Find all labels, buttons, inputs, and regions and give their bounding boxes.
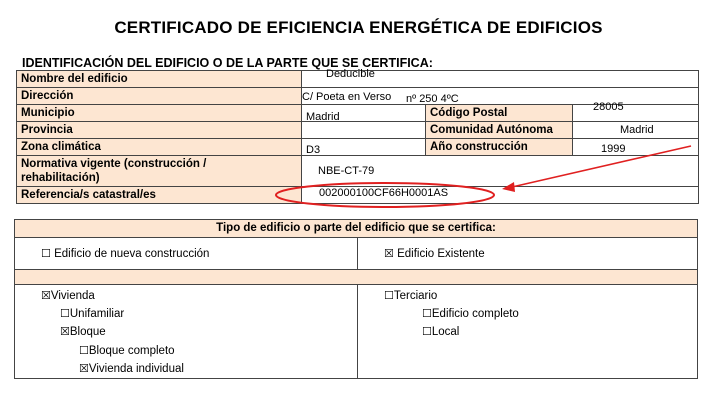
direccion-number: nº 250 4ºC xyxy=(406,93,459,105)
ref-label: Referencia/s catastral/es xyxy=(17,187,302,204)
municipio-value: Madrid xyxy=(306,111,340,123)
bloque-completo-label: Bloque completo xyxy=(88,345,175,357)
vivienda-option[interactable] xyxy=(41,289,95,302)
page-title: CERTIFICADO DE EFICIENCIA ENERGÉTICA DE EDIFICIOS xyxy=(114,18,603,37)
edificio-completo-option[interactable] xyxy=(422,307,519,320)
zona-label: Zona climática xyxy=(17,139,302,156)
bloque-label: Bloque xyxy=(69,326,106,338)
cp-label: Código Postal xyxy=(426,105,573,122)
checkbox-checked-icon[interactable]: ☒ xyxy=(60,325,70,338)
direccion-value: C/ Poeta en Verso xyxy=(302,91,392,103)
checkbox-unchecked-icon[interactable]: ☐ xyxy=(422,325,432,338)
anio-label: Año construcción xyxy=(426,139,573,156)
arrow-head-icon xyxy=(502,182,515,192)
unifamiliar-label: Unifamiliar xyxy=(69,308,125,320)
normativa-label-line-2: rehabilitación) xyxy=(21,172,100,184)
municipio-label: Municipio xyxy=(17,105,302,122)
checkbox-checked-icon[interactable]: ☒ xyxy=(384,247,394,260)
provincia-label: Provincia xyxy=(17,122,302,139)
normativa-value: NBE-CT-79 xyxy=(318,165,375,177)
nombre-label: Nombre del edificio xyxy=(17,71,302,88)
building-type-title: Tipo de edificio o parte del edificio que se certifica: xyxy=(216,222,496,234)
checkbox-checked-icon[interactable]: ☒ xyxy=(79,362,89,375)
nueva-label: Edificio de nueva construcción xyxy=(54,248,210,260)
vivienda-label: Vivienda xyxy=(50,290,95,302)
building-type-box xyxy=(14,219,698,379)
ccaa-value: Madrid xyxy=(620,124,654,136)
local-label: Local xyxy=(431,326,460,338)
unifamiliar-option[interactable] xyxy=(60,307,124,320)
zona-value: D3 xyxy=(306,144,321,156)
direccion-label: Dirección xyxy=(17,88,302,105)
checkbox-checked-icon[interactable]: ☒ xyxy=(41,289,51,302)
ref-value: 002000100CF66H0001AS xyxy=(319,187,449,199)
local-option[interactable] xyxy=(422,325,459,338)
annotation-arrow xyxy=(512,146,691,187)
existente-option[interactable] xyxy=(384,247,485,260)
terciario-option[interactable] xyxy=(384,289,437,302)
checkbox-unchecked-icon[interactable]: ☐ xyxy=(41,247,51,260)
existente-label: Edificio Existente xyxy=(397,248,485,260)
vivienda-individual-label: Vivienda individual xyxy=(88,363,184,375)
checkbox-unchecked-icon[interactable]: ☐ xyxy=(384,289,394,302)
highlight-ellipse xyxy=(276,183,494,207)
separator-band xyxy=(15,270,697,284)
ccaa-label: Comunidad Autónoma xyxy=(426,122,573,139)
cp-value: 28005 xyxy=(593,101,624,113)
terciario-label: Terciario xyxy=(393,290,438,302)
nueva-option[interactable] xyxy=(41,247,209,260)
anio-value: 1999 xyxy=(601,143,626,155)
nombre-value: Deducible xyxy=(326,68,375,80)
bloque-completo-option[interactable] xyxy=(79,344,175,357)
section-heading: IDENTIFICACIÓN DEL EDIFICIO O DE LA PARTE QUE SE CERTIFICA: xyxy=(22,56,433,70)
checkbox-unchecked-icon[interactable]: ☐ xyxy=(60,307,70,320)
vivienda-individual-option[interactable] xyxy=(79,362,184,375)
checkbox-unchecked-icon[interactable]: ☐ xyxy=(79,344,89,357)
normativa-label-line-1: Normativa vigente (construcción / xyxy=(21,158,207,170)
bloque-option[interactable] xyxy=(60,325,106,338)
edificio-completo-label: Edificio completo xyxy=(431,308,519,320)
checkbox-unchecked-icon[interactable]: ☐ xyxy=(422,307,432,320)
